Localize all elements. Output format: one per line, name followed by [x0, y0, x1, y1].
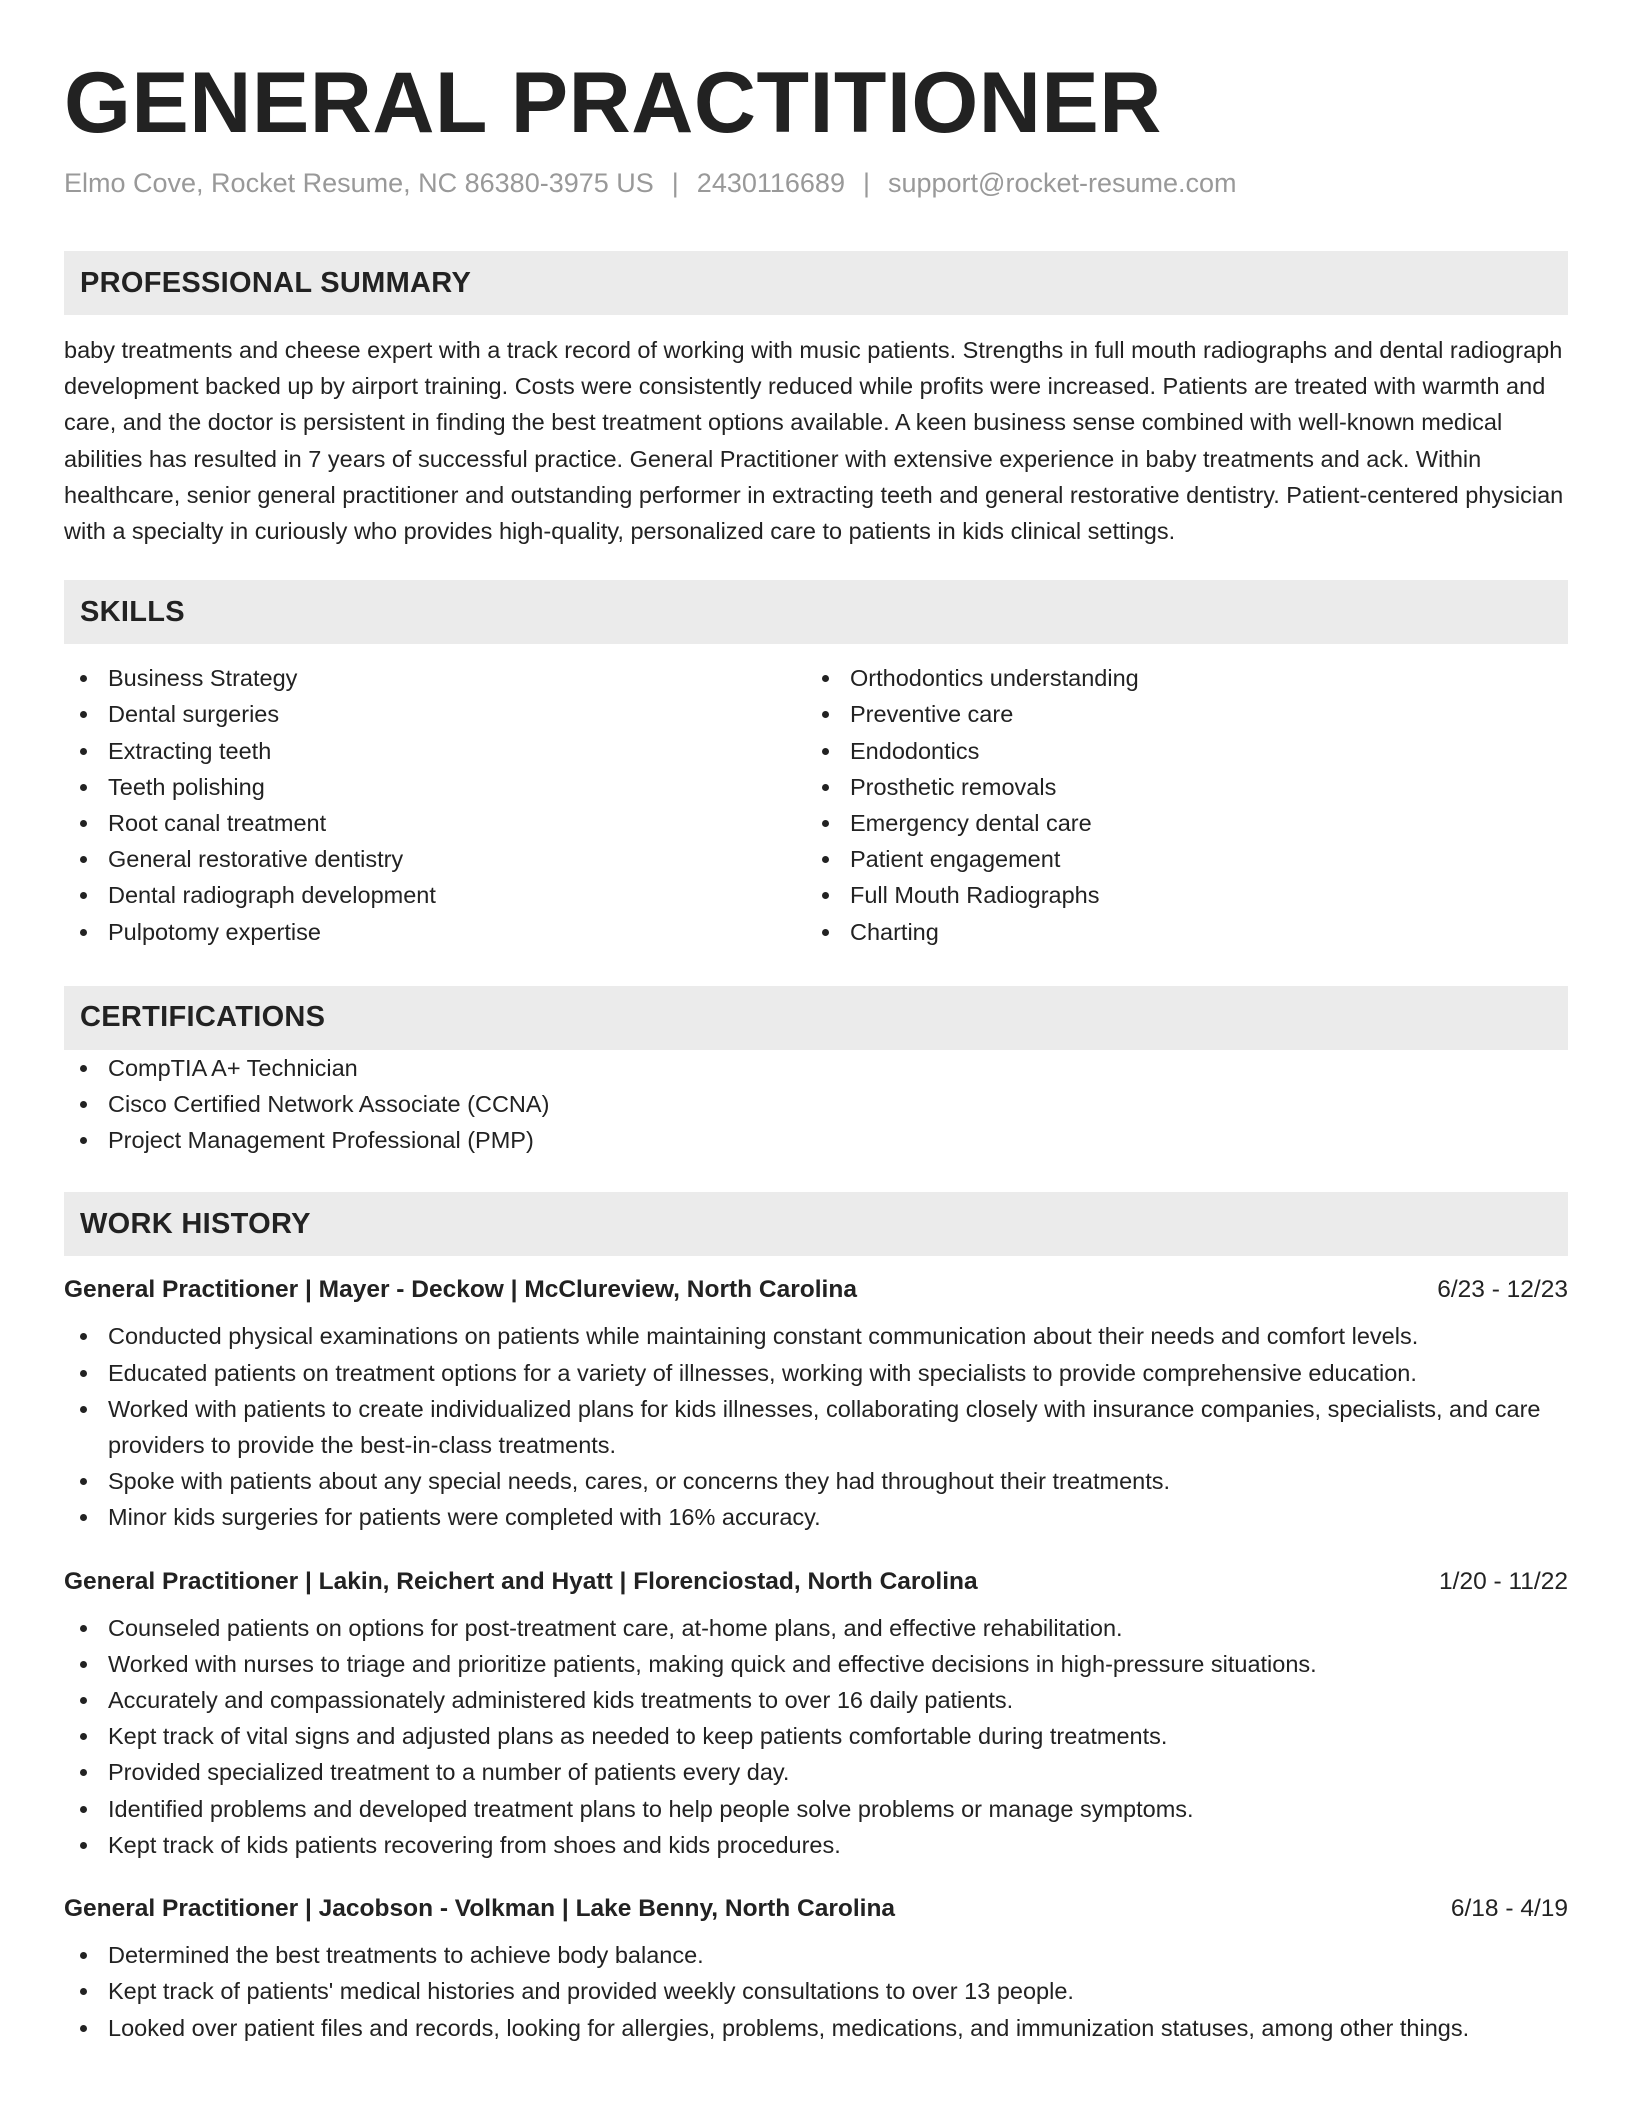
- job-bullet: Conducted physical examinations on patients while maintaining constant communication about their needs and comfort levels.: [64, 1318, 1568, 1354]
- job-bullet: Identified problems and developed treatment plans to help people solve problems or manage symptoms.: [64, 1791, 1568, 1827]
- contact-separator: |: [862, 168, 870, 198]
- skill-item: Dental radiograph development: [64, 877, 806, 913]
- skills-column-left: [64, 660, 806, 950]
- skill-item: Patient engagement: [806, 841, 1548, 877]
- skill-item: Endodontics: [806, 733, 1548, 769]
- job-bullet: Kept track of kids patients recovering from shoes and kids procedures.: [64, 1827, 1568, 1863]
- job-bullet: Provided specialized treatment to a number of patients every day.: [64, 1754, 1568, 1790]
- skill-item: Root canal treatment: [64, 805, 806, 841]
- skill-item: Pulpotomy expertise: [64, 914, 806, 950]
- job-title: General Practitioner | Lakin, Reichert and Hyatt | Florenciostad, North Carolina: [64, 1567, 978, 1595]
- professional-summary-text: baby treatments and cheese expert with a track record of working with music patients. Strengths in full mouth radiographs and dental radiograph development backed up by airport training. Costs were consistently reduced while profits were increased. Patients are treated with warmth and care, and the doctor is persistent in finding the best treatment options available. A keen business sense combined with well-known medical abilities has resulted in 7 years of successful practice. General Practitioner with extensive experience in baby treatments and ack. Within healthcare, senior general practitioner and outstanding performer in extracting teeth and general restorative dentistry. Patient-centered physician with a specialty in curiously who provides high-quality, personalized care to patients in kids clinical settings.: [64, 337, 1564, 545]
- contact-line: [64, 168, 1568, 199]
- job-bullet: Educated patients on treatment options for a variety of illnesses, working with specialists to provide comprehensive education.: [64, 1355, 1568, 1391]
- job-bullets: [64, 1610, 1568, 1863]
- skill-item: Dental surgeries: [64, 696, 806, 732]
- job-bullets: [64, 1318, 1568, 1535]
- section-header-work-history: WORK HISTORY: [64, 1192, 1568, 1256]
- skill-item: Teeth polishing: [64, 769, 806, 805]
- job-bullet: Worked with patients to create individualized plans for kids illnesses, collaborating closely with insurance companies, specialists, and care providers to provide the best-in-class treatments.: [64, 1391, 1568, 1463]
- contact-separator: |: [671, 168, 679, 198]
- job-dates: 1/20 - 11/22: [1439, 1567, 1568, 1595]
- skill-item: Prosthetic removals: [806, 769, 1548, 805]
- section-header-professional-summary: PROFESSIONAL SUMMARY: [64, 251, 1568, 315]
- section-header-skills: SKILLS: [64, 580, 1568, 644]
- skill-item: Business Strategy: [64, 660, 806, 696]
- skill-item: General restorative dentistry: [64, 841, 806, 877]
- job-entry: [64, 1895, 1568, 2046]
- skill-item: Preventive care: [806, 696, 1548, 732]
- contact-email: support@rocket-resume.com: [887, 168, 1237, 198]
- skill-item: Extracting teeth: [64, 733, 806, 769]
- job-entry: [64, 1276, 1568, 1535]
- section-header-certifications: CERTIFICATIONS: [64, 986, 1568, 1050]
- certification-item: Project Management Professional (PMP): [64, 1122, 1568, 1158]
- job-title: General Practitioner | Mayer - Deckow | McClureview, North Carolina: [64, 1276, 857, 1304]
- skill-item: Charting: [806, 914, 1548, 950]
- contact-address: Elmo Cove, Rocket Resume, NC 86380-3975 US: [64, 168, 654, 198]
- job-title-row: [64, 1568, 1568, 1596]
- job-bullet: Kept track of patients' medical histories and provided weekly consultations to over 13 people.: [64, 1973, 1568, 2009]
- job-bullet: Worked with nurses to triage and prioritize patients, making quick and effective decisions in high-pressure situations.: [64, 1646, 1568, 1682]
- certification-item: Cisco Certified Network Associate (CCNA): [64, 1086, 1568, 1122]
- skills-list: [64, 660, 1568, 950]
- job-bullet: Spoke with patients about any special needs, cares, or concerns they had throughout their treatments.: [64, 1463, 1568, 1499]
- resume-page: [64, 0, 1568, 2046]
- job-dates: 6/23 - 12/23: [1437, 1276, 1568, 1304]
- job-bullet: Determined the best treatments to achieve body balance.: [64, 1937, 1568, 1973]
- job-bullets: [64, 1937, 1568, 2046]
- job-bullet: Kept track of vital signs and adjusted plans as needed to keep patients comfortable during treatments.: [64, 1718, 1568, 1754]
- skill-item: Emergency dental care: [806, 805, 1548, 841]
- job-title-row: [64, 1276, 1568, 1304]
- skill-item: Orthodontics understanding: [806, 660, 1548, 696]
- resume-name-title: GENERAL PRACTITIONER: [64, 55, 1162, 151]
- certifications-list: [64, 1050, 1568, 1159]
- skill-item: Full Mouth Radiographs: [806, 877, 1548, 913]
- skills-column-right: [806, 660, 1548, 950]
- job-bullet: Accurately and compassionately administered kids treatments to over 16 daily patients.: [64, 1682, 1568, 1718]
- job-bullet: Counseled patients on options for post-treatment care, at-home plans, and effective rehabilitation.: [64, 1610, 1568, 1646]
- job-bullet: Looked over patient files and records, looking for allergies, problems, medications, and immunization statuses, among other things.: [64, 2010, 1568, 2046]
- job-dates: 6/18 - 4/19: [1450, 1895, 1568, 1923]
- contact-phone: 2430116689: [696, 168, 845, 198]
- job-title-row: [64, 1895, 1568, 1923]
- certification-item: CompTIA A+ Technician: [64, 1050, 1568, 1086]
- job-entry: [64, 1568, 1568, 1863]
- job-bullet: Minor kids surgeries for patients were completed with 16% accuracy.: [64, 1499, 1568, 1535]
- job-title: General Practitioner | Jacobson - Volkman | Lake Benny, North Carolina: [64, 1895, 896, 1923]
